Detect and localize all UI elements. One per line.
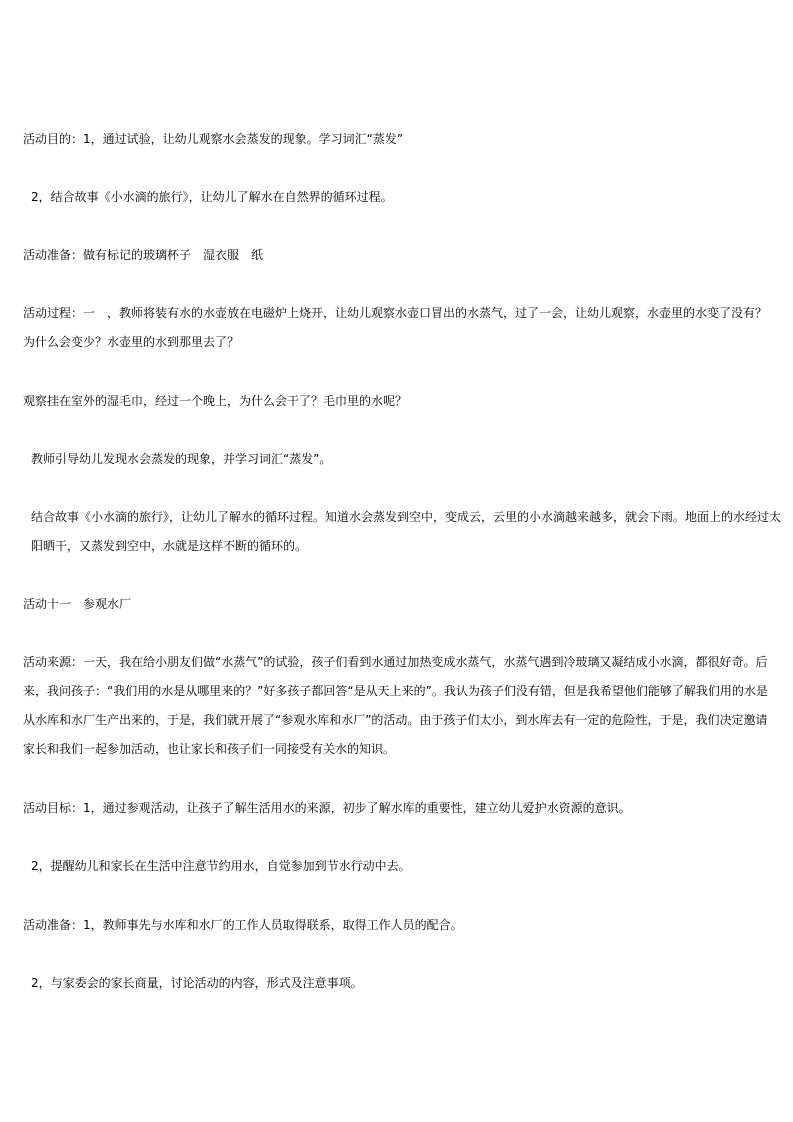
activity-process: 活动过程：一 ，教师将装有水的水壶放在电磁炉上烧开，让幼儿观察水壶口冒出的水蒸气，过了一会，让幼儿观察，水壶里的水变了没有？为什么会变少？水壶里的水到那里去了？ [23,306,768,349]
activity-preparation: 活动准备：做有标记的玻璃杯子 湿衣服 纸 [23,248,264,262]
story-water-cycle: 结合故事《小水滴的旅行》，让幼儿了解水的循环过程。知道水会蒸发到空中，变成云，云里的小水滴越来越多，就会下雨。地面上的水经过太阳晒干，又蒸发到空中，水就是这样不断的循环的。 [31,510,782,553]
activity-source: 活动来源：一天，我在给小朋友们做“水蒸气”的试验，孩子们看到水通过加热变成水蒸气，水蒸气遇到冷玻璃又凝结成小水滴，都很好奇。后来，我问孩子：“我们用的水是从哪里来的？”好多孩子都回答“是从天上来的”。我认为孩子们没有错，但是我希望他们能够了解我们用的水是从水库和水厂生产出来的，于是，我们就开展了“参观水库和水厂”的活动。由于孩子们太小，到水库去有一定的危险性，于是，我们决定邀请家长和我们一起参加活动，也让家长和孩子们一同接受有关水的知识。 [23,655,768,756]
activity-goal-1: 活动目的：1，通过试验，让幼儿观察水会蒸发的现象。学习词汇“蒸发” [23,132,404,146]
activity-prep-1: 活动准备：1，教师事先与水库和水厂的工作人员取得联系，取得工作人员的配合。 [23,918,463,932]
activity-target-1: 活动目标：1，通过参观活动，让孩子了解生活用水的来源，初步了解水库的重要性，建立幼儿爱护水资源的意识。 [23,801,631,815]
activity-goal-2: 2，结合故事《小水滴的旅行》，让幼儿了解水在自然界的循环过程。 [31,190,393,204]
teacher-guide: 教师引导幼儿发现水会蒸发的现象，并学习词汇“蒸发”。 [31,452,332,466]
activity-prep-2: 2，与家委会的家长商量，讨论活动的内容，形式及注意事项。 [31,976,363,990]
activity-target-2: 2，提醒幼儿和家长在生活中注意节约用水，自觉参加到节水行动中去。 [31,859,411,873]
activity-eleven-heading: 活动十一 参观水厂 [23,597,132,611]
observe-towel: 观察挂在室外的湿毛巾，经过一个晚上，为什么会干了？毛巾里的水呢？ [23,394,408,408]
